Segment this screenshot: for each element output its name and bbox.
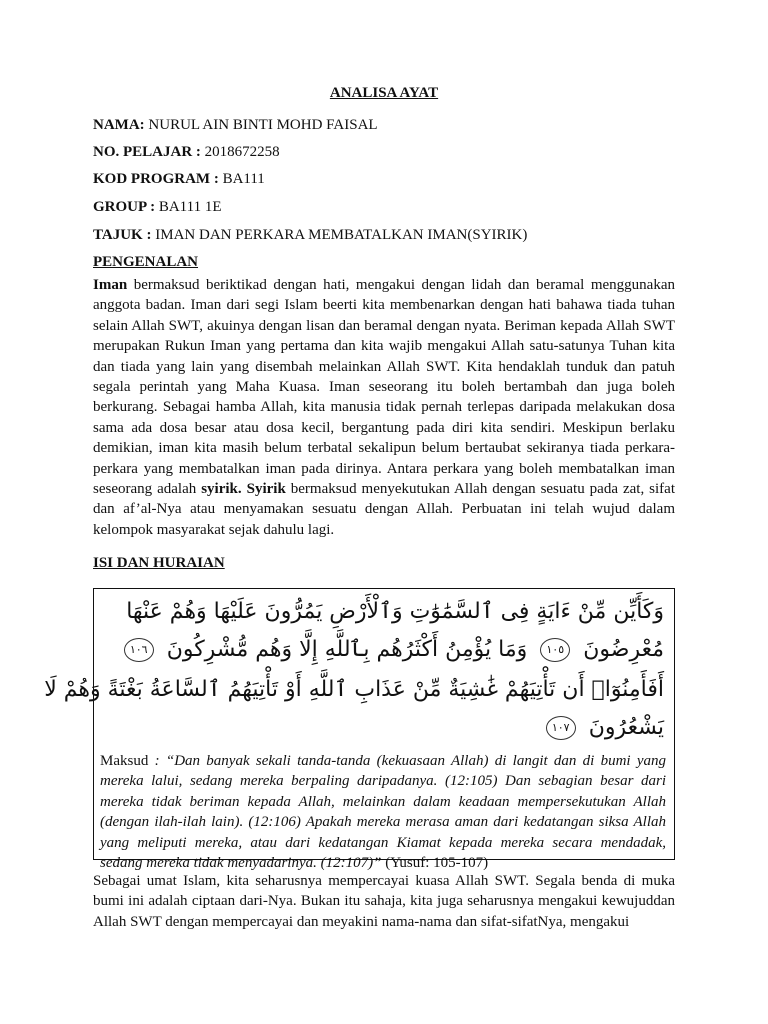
ayah-107-marker: ١٠٧ xyxy=(546,716,576,740)
ayat-box xyxy=(44,588,675,872)
nama-value: NURUL AIN BINTI MOHD FAISAL xyxy=(144,117,378,133)
pelajar-value: 2018672258 xyxy=(200,144,280,160)
arabic-line-2b: وَمَا يُؤْمِنُ أَكْثَرُهُم بِٱللَّهِ إِلَّا وَهُم مُّشْرِكُونَ xyxy=(166,637,528,662)
ayah-106-marker: ١٠٦ xyxy=(124,638,154,662)
ayah-105-marker: ١٠٥ xyxy=(540,638,570,662)
arabic-line-1: وَكَأَيِّن مِّنْ ءَايَةٍ فِى ٱلسَّمَٰوَٰتِ وَٱلْأَرْضِ يَمُرُّونَ عَلَيْهَا وَهُمْ عَنْهَا xyxy=(126,599,664,624)
group-value: BA111 1E xyxy=(155,199,222,215)
arabic-line-2 xyxy=(104,637,664,662)
maksud-reference: (Yusuf: 105-107) xyxy=(381,855,489,872)
intro-bold-syirik: syirik. Syirik xyxy=(201,481,286,498)
tajuk-field xyxy=(93,227,527,244)
group-label: GROUP : xyxy=(93,199,156,215)
isi-heading: ISI DAN HURAIAN xyxy=(93,555,225,571)
group-field xyxy=(93,199,221,216)
nama-label: NAMA: xyxy=(93,117,145,133)
arabic-line-4 xyxy=(104,715,664,740)
intro-text-2: bermaksud menyekutukan Allah dengan sesuatu pada zat, sifat dan af’al-Nya atau menyamakan sesuatu dengan Allah. Perbuatan ini telah wujud dalam kelompok masyarakat sejak dahulu lagi. xyxy=(93,481,675,538)
program-label: KOD PROGRAM : xyxy=(93,171,219,187)
maksud-translation: : “Dan banyak sekali tanda-tanda (kekuasaan Allah) di langit dan di bumi yang mereka lalui, sedang mereka berpaling daripadanya. (12:105) Dan sebagian besar dari mereka tidak beriman kepada Allah, melainkan dalam keadaan mempersekutukan Allah (dengan ilah-ilah lain). (12:106) Apakah mereka merasa aman dari kedatangan siksa Allah yang meliputi mereka, atau dari kedatangan Kiamat kepada mereka secara mendadak, sedang mereka tidak menyadarinya. (12:107)” xyxy=(100,753,666,872)
intro-paragraph xyxy=(93,275,675,540)
pelajar-field xyxy=(93,144,280,161)
document-title: ANALISA AYAT xyxy=(329,85,439,101)
arabic-line-4a: يَشْعُرُونَ xyxy=(588,715,664,740)
pelajar-label: NO. PELAJAR : xyxy=(93,144,201,160)
intro-text-1: bermaksud beriktikad dengan hati, mengakui dengan lidah dan beramal menggunakan anggota badan. Iman dari segi Islam beerti kita membenarkan dengan hati bahawa tiada tuhan selain Allah SWT, akuinya dengan lisan dan beramal dengan nyata. Beriman kepada Allah SWT merupakan Rukun Iman yang pertama dan kita wajib mengakui Allah satu-satunya Tuhan kita dan tiada yang lain yang disembah melainkan Allah SWT. Kita hendaklah tunduk dan patuh segala perintah yang Maha Kuasa. Iman seseorang itu boleh bertambah dan juga boleh berkurang. Sebagai hamba Allah, kita manusia tidak pernah terlepas daripada melakukan dosa sama ada dosa besar atau dosa kecil, bergantung pada diri kita sendiri. Meskipun berlaku demikian, iman kita masih belum terbatal sekalipun belum bertaubat sekiranya tiada perkara-perkara yang membatalkan iman pada dirinya. Antara perkara yang boleh membatalkan iman seseorang adalah xyxy=(93,277,675,498)
pengenalan-heading: PENGENALAN xyxy=(93,254,199,270)
program-field xyxy=(93,171,265,188)
arabic-line-2a: مُعْرِضُونَ xyxy=(583,637,664,662)
closing-paragraph: Sebagai umat Islam, kita seharusnya mempercayai kuasa Allah SWT. Segala benda di muka bumi ini adalah ciptaan dari-Nya. Bukan itu sahaja, kita juga seharusnya mengakui kewujuddan Allah SWT dengan mempercayai dan meyakini nama-nama dan sifat-sifatNya, mengakui xyxy=(93,873,675,930)
tajuk-value: IMAN DAN PERKARA MEMBATALKAN IMAN(SYIRIK) xyxy=(151,227,528,243)
maksud-paragraph xyxy=(100,751,666,873)
nama-field xyxy=(93,117,378,134)
intro-bold-iman: Iman xyxy=(93,277,128,293)
maksud-label: Maksud xyxy=(100,753,149,769)
program-value: BA111 xyxy=(218,171,265,187)
arabic-line-3: أَفَأَمِنُوٓا۟ أَن تَأْتِيَهُمْ غَٰشِيَةٌ مِّنْ عَذَابِ ٱللَّهِ أَوْ تَأْتِيَهُمُ ٱلسَّاعَةُ بَغْتَةً وَهُمْ لَا xyxy=(44,677,664,702)
tajuk-label: TAJUK : xyxy=(93,227,152,243)
